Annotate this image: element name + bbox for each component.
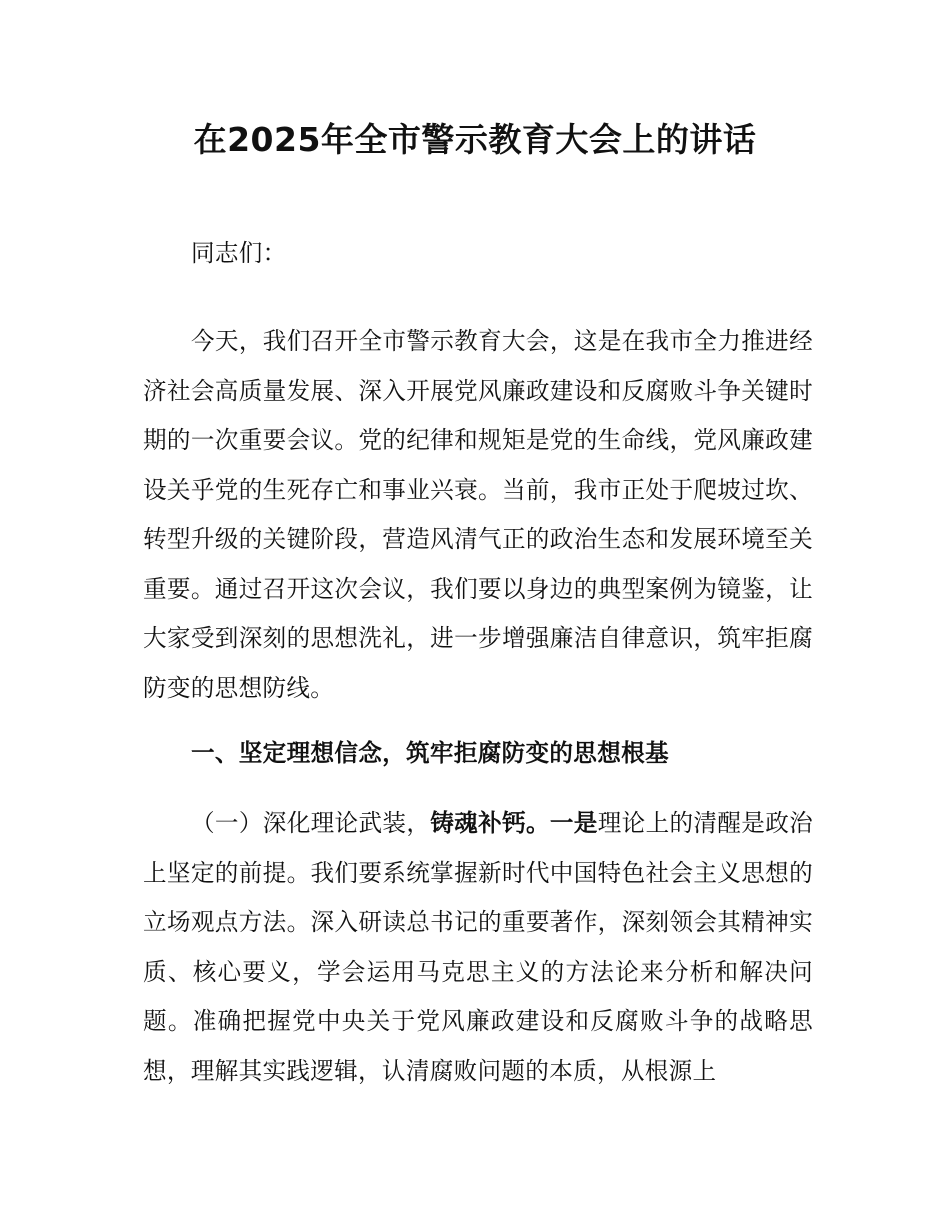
- subsection-bold-phrase: 铸魂补钙。: [430, 809, 550, 837]
- intro-paragraph: 今天，我们召开全市警示教育大会，这是在我市全力推进经济社会高质量发展、深入开展党风廉政建设和反腐败斗争关键时期的一次重要会议。党的纪律和规矩是党的生命线，党风廉政建设关乎党的生死存亡和事业兴衰。当前，我市正处于爬坡过坎、转型升级的关键阶段，营造风清气正的政治生态和发展环境至关重要。通过召开这次会议，我们要以身边的典型案例为镜鉴，让大家受到深刻的思想洗礼，进一步增强廉洁自律意识，筑牢拒腐防变的思想防线。: [143, 327, 813, 702]
- subsection-paragraph-1: [143, 799, 813, 1096]
- greeting-paragraph: 同志们：: [191, 239, 287, 267]
- subsection-body-text: 理论上的清醒是政治上坚定的前提。我们要系统掌握新时代中国特色社会主义思想的立场观点方法。深入研读总书记的重要著作，深刻领会其精神实质、核心要义，学会运用马克思主义的方法论来分析和解决问题。准确把握党中央关于党风廉政建设和反腐败斗争的战略思想，理解其实践逻辑，认清腐败问题的本质，从根源上: [143, 809, 814, 1085]
- section-heading-1: 一、坚定理想信念，筑牢拒腐防变的思想根基: [191, 739, 669, 767]
- document-title: 在2025年全市警示教育大会上的讲话: [193, 120, 757, 159]
- subsection-bold-lead: 一是: [549, 809, 598, 837]
- subsection-prefix: （一）深化理论武装，: [191, 809, 431, 837]
